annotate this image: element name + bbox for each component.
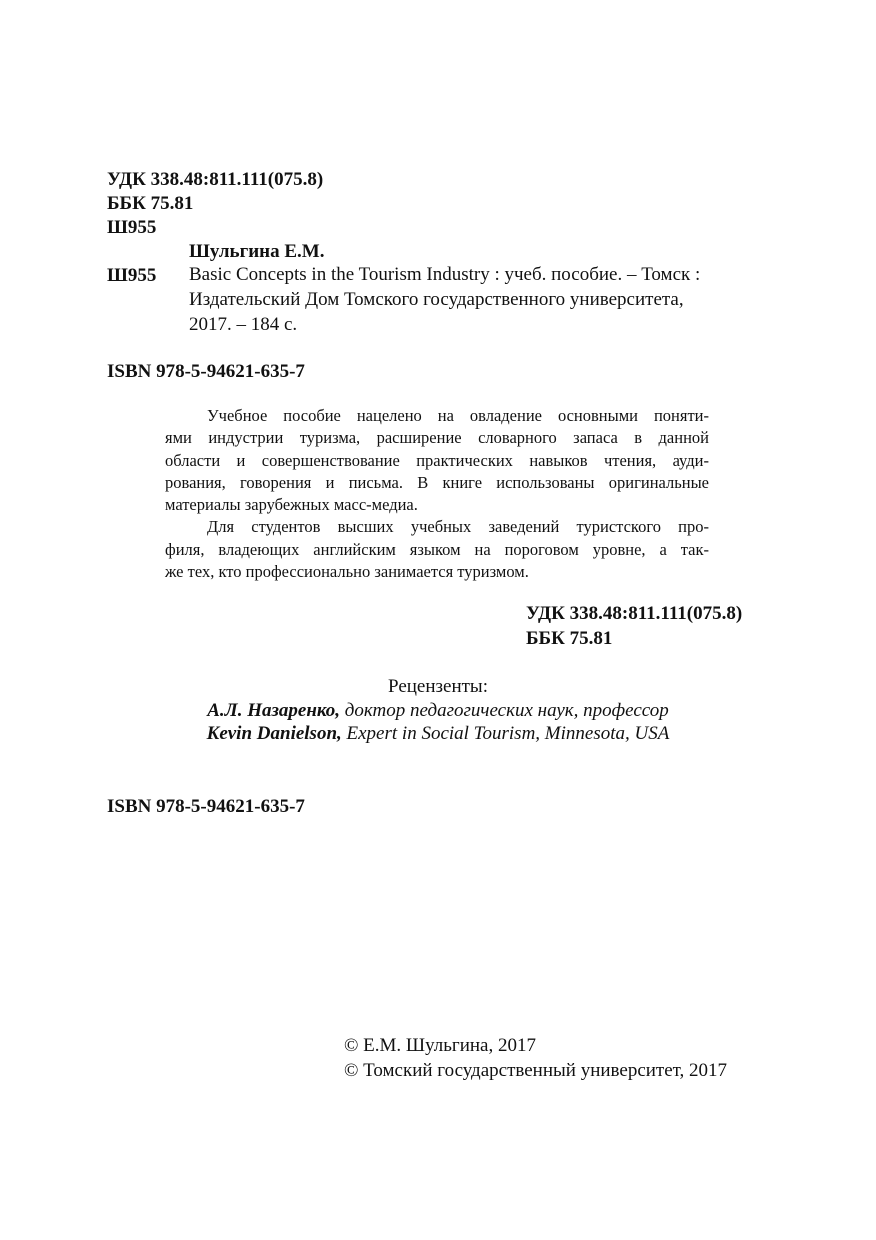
reviewer-name: А.Л. Назаренко, [207, 700, 341, 721]
bbk-code: ББК 75.81 [107, 193, 194, 214]
author-mark: Ш955 [107, 217, 157, 238]
reviewers-title: Рецензенты: [388, 676, 488, 697]
copyright-notice [344, 1033, 727, 1083]
bbk-code: ББК 75.81 [526, 628, 613, 649]
bibliographic-description [189, 262, 700, 337]
entry-author-mark: Ш955 [107, 265, 157, 286]
bib-line: 2017. – 184 с. [189, 314, 298, 335]
reviewer-description: доктор педагогических наук, профессор [340, 700, 669, 721]
abstract-line: Учебное пособие нацелено на овладение основными поняти- [207, 406, 709, 425]
udk-code: УДК 338.48:811.111(075.8) [526, 603, 743, 624]
copyright-line: © Е.М. Шульгина, 2017 [344, 1035, 536, 1056]
reviewer-name: Kevin Danielson, [206, 723, 342, 744]
isbn-top: ISBN 978-5-94621-635-7 [107, 361, 305, 382]
abstract-line: рования, говорения и письма. В книге использованы оригинальные [165, 472, 709, 492]
author-name: Шульгина Е.М. [189, 241, 325, 262]
abstract-line: материалы зарубежных масс-медиа. [165, 495, 418, 515]
bib-line: Издательский Дом Томского государственного университета, [189, 289, 684, 310]
isbn-bottom: ISBN 978-5-94621-635-7 [107, 796, 305, 817]
classification-codes-top [107, 168, 323, 240]
reviewer-description: Expert in Social Tourism, Minnesota, USA [341, 723, 670, 744]
reviewer-2 [0, 722, 876, 746]
abstract-line: же тех, кто профессионально занимается туризмом. [165, 562, 529, 582]
classification-codes-right [526, 601, 742, 651]
abstract-line: Для студентов высших учебных заведений туристского про- [207, 517, 709, 537]
reviewer-1 [0, 699, 876, 723]
abstract-line: области и совершенствование практических навыков чтения, ауди- [165, 450, 709, 470]
bib-line: Basic Concepts in the Tourism Industry : учеб. пособие. – Томск : [189, 264, 701, 285]
abstract-line: ями индустрии туризма, расширение словарного запаса в данной [165, 428, 709, 448]
abstract [165, 405, 709, 583]
copyright-line: © Томский государственный университет, 2017 [344, 1060, 728, 1081]
udk-code: УДК 338.48:811.111(075.8) [107, 169, 324, 190]
abstract-line: филя, владеющих английским языком на пороговом уровне, а так- [165, 539, 709, 559]
